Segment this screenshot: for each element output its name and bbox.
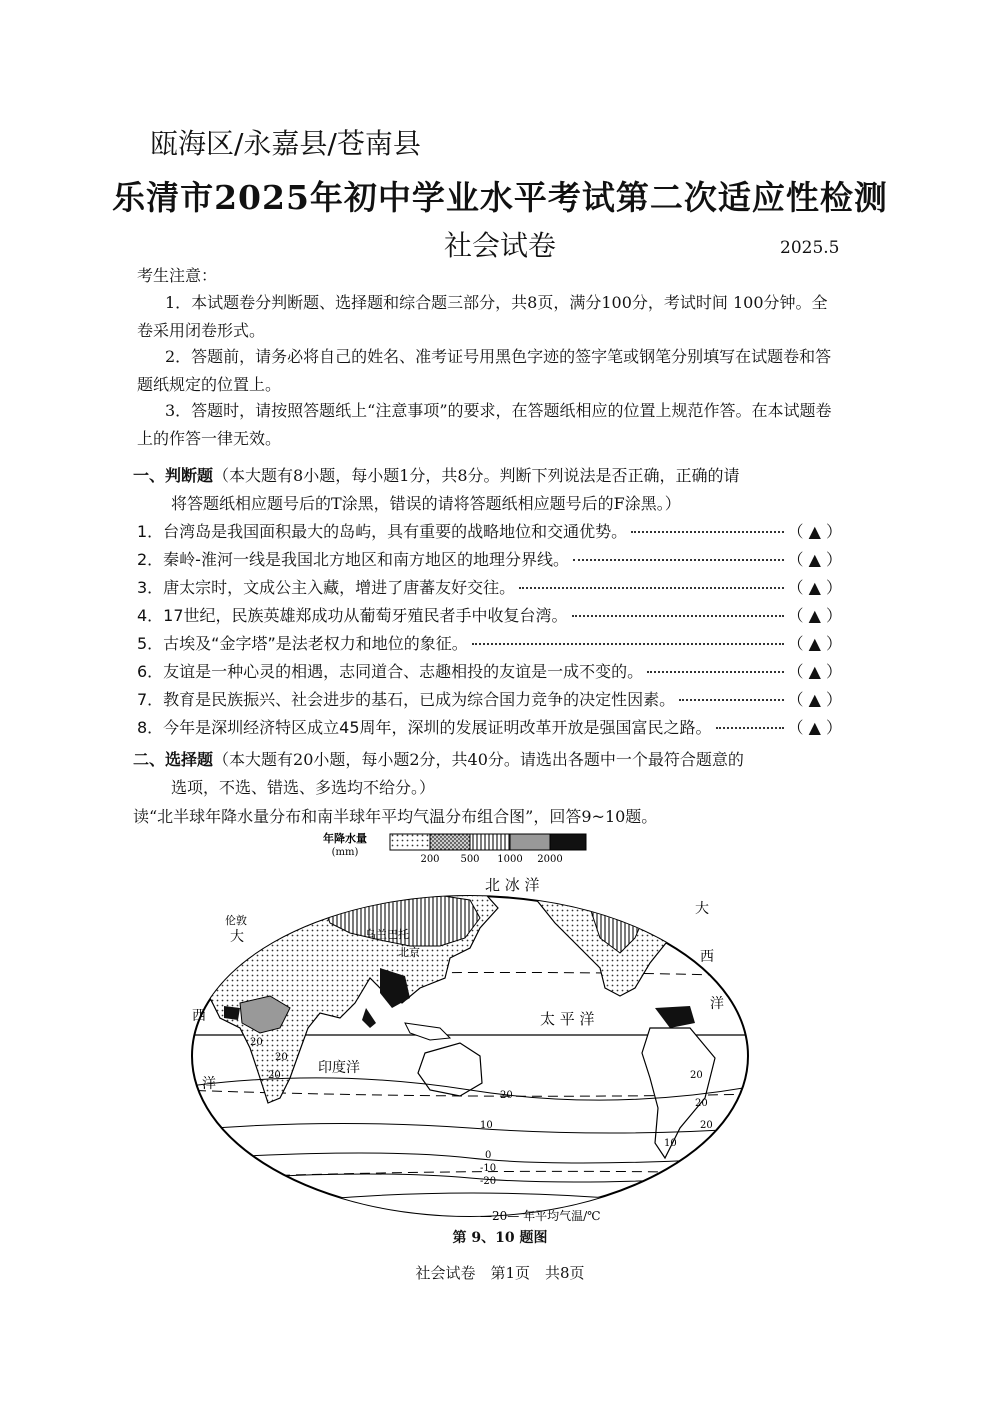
- legend-swatch-3: [470, 834, 510, 850]
- legend-tick: 1000: [497, 854, 523, 865]
- atlantic-label-char: 洋: [202, 1076, 216, 1092]
- africa-very-wet: [224, 1006, 240, 1020]
- note-item: 1．本试题卷分判断题、选择题和综合题三部分，共8页，满分100分，考试时间 100分钟。全卷采用闭卷形式。: [137, 293, 828, 340]
- pacific-ocean-label: 太 平 洋: [540, 1010, 595, 1028]
- section1-instructions-cont: 将答题纸相应题号后的T涂黑，错误的请将答题纸相应题号后的F涂黑。）: [171, 494, 681, 513]
- judge-item-text: 2．秦岭-淮河一线是我国北方地区和南方地区的地理分界线。: [137, 550, 569, 569]
- figure-caption: 第 9、10 题图: [452, 1230, 548, 1246]
- judge-item: [137, 715, 842, 741]
- atlantic-label-char: 西: [700, 949, 714, 965]
- atlantic-label-char: 西: [192, 1008, 206, 1024]
- judge-item-text: 5．古埃及“金字塔”是法老权力和地位的象征。: [137, 634, 468, 653]
- judge-item: [137, 575, 842, 601]
- answer-mark: （ ▲ ）: [787, 522, 842, 541]
- legend-tick: 500: [460, 854, 480, 865]
- section2-heading: 二、选择题: [133, 750, 214, 769]
- atlantic-label-char: 洋: [710, 996, 724, 1012]
- isotherm-value: 20: [690, 1070, 703, 1081]
- judge-item-text: 4．17世纪，民族英雄郑成功从葡萄牙殖民者手中收复台湾。: [137, 606, 568, 625]
- legend-swatch-4: [510, 834, 550, 850]
- legend-swatch-2: [430, 834, 470, 850]
- isotherm-value: -10: [480, 1163, 497, 1174]
- exam-title: 乐清市2025年初中学业水平考试第二次适应性检测: [112, 178, 888, 217]
- city-label-beijing: 北京: [398, 946, 420, 959]
- isotherm-value: 10: [664, 1138, 677, 1149]
- note-item: 3．答题时，请按照答题纸上“注意事项”的要求，在答题纸相应的位置上规范作答。在本试题卷上的作答一律无效。: [137, 401, 832, 448]
- temperature-legend: —20— 年平均气温/℃: [480, 1209, 601, 1223]
- judge-item: [137, 687, 842, 713]
- judge-item: [137, 547, 842, 573]
- read-prompt: 读“北半球年降水量分布和南半球年平均气温分布组合图”，回答9~10题。: [133, 807, 658, 826]
- judge-item-text: 3．唐太宗时，文成公主入藏，增进了唐蕃友好交往。: [137, 578, 516, 597]
- exam-region: 瓯海区/永嘉县/苍南县: [150, 127, 421, 160]
- legend-swatch-5: [550, 834, 586, 850]
- section1-header: [133, 462, 843, 518]
- isotherm-value: 10: [480, 1120, 493, 1131]
- dot-leader: [573, 559, 784, 561]
- section1-heading: 一、判断题: [133, 466, 214, 485]
- legend-tick: 2000: [537, 854, 563, 865]
- isotherm-value: 20: [250, 1037, 263, 1048]
- answer-mark: （ ▲ ）: [787, 550, 842, 569]
- exam-date: 2025.5: [780, 238, 840, 258]
- judge-item: [137, 519, 842, 545]
- answer-mark: （ ▲ ）: [787, 578, 842, 597]
- answer-mark: （ ▲ ）: [787, 718, 842, 737]
- isotherm-value: 20: [500, 1090, 513, 1101]
- indian-ocean-label: 印度洋: [318, 1060, 360, 1076]
- legend-title: 年降水量: [323, 832, 367, 845]
- dot-leader: [472, 643, 784, 645]
- atlantic-label-char: 大: [230, 929, 244, 945]
- exam-subtitle: 社会试卷: [443, 229, 556, 262]
- legend-tick: 200: [420, 854, 440, 865]
- atlantic-label-char: 大: [695, 901, 709, 917]
- isotherm-value: 0: [485, 1150, 492, 1161]
- arctic-ocean-label: 北 冰 洋: [485, 876, 540, 894]
- dot-leader: [647, 671, 783, 673]
- dot-leader: [716, 727, 784, 729]
- judge-item: [137, 603, 842, 629]
- isotherm-value: -20: [480, 1176, 497, 1187]
- city-label-ulaanbaatar: 乌兰巴托: [365, 928, 409, 941]
- note-item: 2．答题前，请务必将自己的姓名、准考证号用黑色字迹的签字笔或钢笔分别填写在试题卷和答题纸规定的位置上。: [137, 347, 832, 394]
- judge-item-text: 6．友谊是一种心灵的相遇，志同道合、志趣相投的友谊是一成不变的。: [137, 662, 644, 681]
- antarctica: [230, 1193, 720, 1228]
- dot-leader: [572, 615, 784, 617]
- judge-item-text: 8．今年是深圳经济特区成立45周年，深圳的发展证明改革开放是强国富民之路。: [137, 718, 712, 737]
- isotherm-value: 20: [700, 1120, 713, 1131]
- answer-mark: （ ▲ ）: [787, 606, 842, 625]
- isotherm-value: 20: [695, 1098, 708, 1109]
- section2-instructions-cont: 选项，不选、错选、多选均不给分。）: [171, 778, 436, 797]
- answer-mark: （ ▲ ）: [787, 634, 842, 653]
- answer-mark: （ ▲ ）: [787, 690, 842, 709]
- isotherm-value: 20: [268, 1070, 281, 1081]
- section2-instructions: （本大题有20小题，每小题2分，共40分。请选出各题中一个最符合题意的: [213, 750, 744, 769]
- dot-leader: [631, 531, 783, 533]
- legend-unit: (mm): [331, 847, 359, 858]
- page-footer: 社会试卷 第1页 共8页: [415, 1264, 585, 1282]
- city-label-london: 伦敦: [225, 914, 247, 927]
- dot-leader: [679, 699, 783, 701]
- answer-mark: （ ▲ ）: [787, 662, 842, 681]
- isotherm-value: 20: [275, 1052, 288, 1063]
- section1-instructions: （本大题有8小题，每小题1分，共8分。判断下列说法是否正确，正确的请: [213, 466, 740, 485]
- world-map-figure: [180, 828, 760, 1228]
- judge-item: [137, 631, 842, 657]
- judge-item-text: 7．教育是民族振兴、社会进步的基石，已成为综合国力竞争的决定性因素。: [137, 690, 676, 709]
- section2-header: [133, 746, 843, 802]
- judge-item-text: 1．台湾岛是我国面积最大的岛屿，具有重要的战略地位和交通优势。: [137, 522, 628, 541]
- judge-item: [137, 659, 842, 685]
- legend-swatch-1: [390, 834, 430, 850]
- dot-leader: [519, 587, 783, 589]
- notes-heading: 考生注意：: [137, 266, 218, 285]
